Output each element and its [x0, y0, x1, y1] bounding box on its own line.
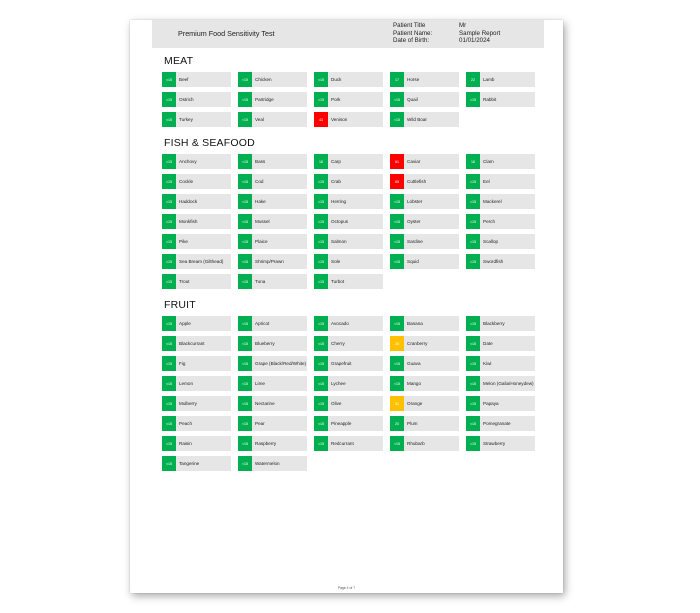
food-name: Pomegranate — [483, 421, 511, 426]
food-item — [314, 154, 383, 169]
score-badge: 20 — [390, 416, 404, 431]
food-name: Octopus — [331, 219, 349, 224]
score-badge: <15 — [238, 396, 252, 411]
food-name: Beef — [179, 77, 189, 82]
food-name: Carp — [331, 159, 341, 164]
food-name: Crab — [331, 179, 341, 184]
score-badge: <15 — [162, 396, 176, 411]
score-badge: <15 — [466, 234, 480, 249]
food-item — [466, 234, 535, 249]
score-badge: <15 — [314, 356, 328, 371]
date-of-birth-label: Date of Birth: — [393, 37, 430, 45]
food-name: Clam — [483, 159, 494, 164]
score-badge: <15 — [162, 154, 176, 169]
food-item — [162, 336, 231, 351]
score-badge: <15 — [162, 72, 176, 87]
food-item — [466, 154, 535, 169]
score-badge: <15 — [238, 274, 252, 289]
score-badge: <15 — [390, 112, 404, 127]
score-badge: <15 — [162, 214, 176, 229]
score-badge: <15 — [314, 336, 328, 351]
food-item — [390, 396, 459, 411]
food-item — [466, 316, 535, 331]
food-name: Lemon — [179, 381, 194, 386]
food-name: Orange — [407, 401, 423, 406]
food-item — [390, 316, 459, 331]
food-name: Rabbit — [483, 97, 497, 102]
food-name: Sea Bream (Gilthead) — [179, 259, 224, 264]
food-item — [314, 194, 383, 209]
food-item — [314, 376, 383, 391]
food-item — [390, 154, 459, 169]
food-item — [314, 174, 383, 189]
food-item — [466, 72, 535, 87]
score-badge: <15 — [466, 214, 480, 229]
score-badge: <15 — [390, 92, 404, 107]
food-item — [390, 436, 459, 451]
food-name: Sole — [331, 259, 341, 264]
score-badge: <15 — [314, 174, 328, 189]
food-name: Plum — [407, 421, 418, 426]
score-badge: <15 — [466, 254, 480, 269]
food-item — [466, 194, 535, 209]
patient-title-label: Patient Title — [393, 22, 426, 29]
food-item — [162, 316, 231, 331]
food-item — [162, 234, 231, 249]
food-name: Raspberry — [255, 441, 277, 446]
food-name: Turbot — [331, 279, 345, 284]
food-item — [314, 112, 383, 127]
food-name: Sardine — [407, 239, 423, 244]
food-name: Raisin — [179, 441, 192, 446]
score-badge: <15 — [238, 174, 252, 189]
food-name: Melon (Galia/Honeydew) — [483, 381, 534, 386]
food-name: Lobster — [407, 199, 423, 204]
score-badge: <15 — [390, 254, 404, 269]
section-title-fruit: FRUIT — [164, 299, 196, 311]
score-badge: <15 — [466, 194, 480, 209]
score-badge: 16 — [466, 154, 480, 169]
score-badge: <15 — [390, 356, 404, 371]
food-name: Herring — [331, 199, 347, 204]
food-name: Pork — [331, 97, 341, 102]
food-item — [238, 194, 307, 209]
food-item — [162, 274, 231, 289]
score-badge: <15 — [390, 194, 404, 209]
food-name: Wild Boar — [407, 117, 427, 122]
food-name: Horse — [407, 77, 420, 82]
food-name: Redcurrant — [331, 441, 354, 446]
score-badge: <15 — [162, 174, 176, 189]
food-item — [238, 316, 307, 331]
food-item — [238, 112, 307, 127]
food-item — [238, 72, 307, 87]
score-badge: 65 — [390, 174, 404, 189]
food-name: Grape (Black/Red/White) — [255, 361, 307, 366]
score-badge: <15 — [466, 376, 480, 391]
score-badge: <15 — [314, 234, 328, 249]
score-badge: <15 — [162, 194, 176, 209]
food-item — [238, 396, 307, 411]
food-name: Mackerel — [483, 199, 502, 204]
score-badge: <15 — [162, 336, 176, 351]
food-name: Trout — [179, 279, 190, 284]
score-badge: <15 — [238, 72, 252, 87]
food-name: Apple — [179, 321, 191, 326]
score-badge: <15 — [238, 456, 252, 471]
score-badge: <15 — [390, 316, 404, 331]
date-of-birth-value: 01/01/2024 — [459, 37, 490, 45]
food-item — [314, 316, 383, 331]
food-name: Perch — [483, 219, 496, 224]
score-badge: <15 — [162, 234, 176, 249]
food-name: Plaice — [255, 239, 268, 244]
score-badge: <15 — [466, 436, 480, 451]
food-item — [390, 72, 459, 87]
score-badge: <15 — [314, 92, 328, 107]
score-badge: <15 — [314, 72, 328, 87]
food-item — [162, 72, 231, 87]
food-name: Lime — [255, 381, 265, 386]
food-item — [314, 72, 383, 87]
food-item — [238, 174, 307, 189]
score-badge: <15 — [238, 416, 252, 431]
food-item — [466, 254, 535, 269]
food-item — [466, 356, 535, 371]
food-item — [466, 336, 535, 351]
score-badge: <15 — [314, 274, 328, 289]
score-badge: <15 — [162, 316, 176, 331]
score-badge: <15 — [162, 274, 176, 289]
score-badge: <15 — [390, 436, 404, 451]
score-badge: <15 — [390, 234, 404, 249]
food-item — [238, 154, 307, 169]
food-item — [390, 416, 459, 431]
food-item — [162, 396, 231, 411]
food-item — [162, 194, 231, 209]
score-badge: <15 — [238, 436, 252, 451]
food-name: Blackberry — [483, 321, 505, 326]
food-name: Date — [483, 341, 493, 346]
food-item — [390, 214, 459, 229]
food-name: Tangerine — [179, 461, 200, 466]
food-name: Shrimp/Prawn — [255, 259, 284, 264]
food-item — [314, 396, 383, 411]
food-name: Pear — [255, 421, 265, 426]
food-item — [466, 416, 535, 431]
food-name: Fig — [179, 361, 186, 366]
food-item — [314, 436, 383, 451]
score-badge: <15 — [238, 214, 252, 229]
score-badge: <15 — [162, 254, 176, 269]
food-name: Banana — [407, 321, 423, 326]
food-name: Oyster — [407, 219, 421, 224]
food-item — [466, 436, 535, 451]
food-name: Cranberry — [407, 341, 428, 346]
food-item — [314, 254, 383, 269]
report-title: Premium Food Sensitivity Test — [178, 29, 275, 38]
food-item — [238, 336, 307, 351]
food-name: Strawberry — [483, 441, 506, 446]
food-name: Olive — [331, 401, 342, 406]
food-name: Watermelon — [255, 461, 280, 466]
score-badge: <15 — [390, 214, 404, 229]
food-name: Kiwi — [483, 361, 492, 366]
food-name: Hake — [255, 199, 266, 204]
food-name: Blueberry — [255, 341, 275, 346]
food-item — [238, 214, 307, 229]
food-item — [162, 376, 231, 391]
food-item — [390, 92, 459, 107]
food-name: Mango — [407, 381, 422, 386]
score-badge: <15 — [390, 376, 404, 391]
food-item — [314, 92, 383, 107]
score-badge: <15 — [466, 316, 480, 331]
food-item — [238, 456, 307, 471]
score-badge: <15 — [238, 234, 252, 249]
food-name: Pike — [179, 239, 188, 244]
food-name: Partridge — [255, 97, 274, 102]
food-name: Guava — [407, 361, 421, 366]
food-item — [238, 92, 307, 107]
score-badge: <15 — [314, 316, 328, 331]
food-name: Monkfish — [179, 219, 198, 224]
score-badge: 31 — [390, 396, 404, 411]
score-badge: 43 — [314, 112, 328, 127]
score-badge: <15 — [238, 336, 252, 351]
score-badge: <15 — [314, 254, 328, 269]
score-badge: <15 — [314, 436, 328, 451]
score-badge: <15 — [238, 376, 252, 391]
patient-labels — [393, 22, 432, 45]
food-item — [390, 174, 459, 189]
score-badge: <15 — [238, 316, 252, 331]
food-item — [238, 376, 307, 391]
score-badge: <15 — [466, 174, 480, 189]
page-number: Page 4 of 7 — [337, 586, 356, 590]
food-item — [466, 92, 535, 107]
food-name: Haddock — [179, 199, 198, 204]
food-name: Cherry — [331, 341, 345, 346]
section-grid-meat — [162, 72, 535, 127]
report-header — [152, 20, 544, 48]
food-item — [238, 254, 307, 269]
score-badge: <15 — [314, 214, 328, 229]
food-name: Chicken — [255, 77, 272, 82]
food-item — [390, 254, 459, 269]
food-name: Pineapple — [331, 421, 352, 426]
score-badge: <15 — [162, 416, 176, 431]
food-name: Scallop — [483, 239, 499, 244]
food-item — [238, 356, 307, 371]
score-badge: <15 — [238, 254, 252, 269]
food-name: Mulberry — [179, 401, 197, 406]
food-item — [466, 174, 535, 189]
food-item — [390, 234, 459, 249]
food-name: Squid — [407, 259, 419, 264]
score-badge: <15 — [314, 376, 328, 391]
score-badge: <15 — [466, 416, 480, 431]
food-item — [314, 356, 383, 371]
food-item — [162, 154, 231, 169]
report-page — [130, 20, 563, 593]
food-name: Cuttlefish — [407, 179, 427, 184]
food-item — [390, 112, 459, 127]
food-name: Grapefruit — [331, 361, 352, 366]
food-item — [238, 436, 307, 451]
food-name: Avocado — [331, 321, 349, 326]
food-item — [390, 336, 459, 351]
food-name: Turkey — [179, 117, 193, 122]
food-name: Cockle — [179, 179, 194, 184]
score-badge: 28 — [390, 336, 404, 351]
food-item — [466, 214, 535, 229]
food-name: Duck — [331, 77, 342, 82]
food-item — [162, 174, 231, 189]
score-badge: <15 — [238, 356, 252, 371]
section-grid-fish-seafood — [162, 154, 535, 289]
food-name: Tuna — [255, 279, 266, 284]
score-badge: 17 — [390, 72, 404, 87]
score-badge: <15 — [466, 396, 480, 411]
patient-name-label: Patient Name: — [393, 29, 433, 37]
score-badge: <15 — [162, 92, 176, 107]
score-badge: <15 — [162, 356, 176, 371]
score-badge: <15 — [238, 154, 252, 169]
section-title-fish-seafood: FISH & SEAFOOD — [164, 137, 255, 149]
food-item — [314, 234, 383, 249]
food-item — [162, 112, 231, 127]
food-name: Eel — [483, 179, 490, 184]
food-name: Peach — [179, 421, 193, 426]
food-item — [238, 416, 307, 431]
food-item — [314, 336, 383, 351]
score-badge: 61 — [390, 154, 404, 169]
section-grid-fruit — [162, 316, 535, 471]
food-name: Anchovy — [179, 159, 197, 164]
food-name: Lamb — [483, 77, 495, 82]
food-name: Mussel — [255, 219, 270, 224]
food-item — [162, 456, 231, 471]
score-badge: <15 — [162, 376, 176, 391]
score-badge: <15 — [466, 92, 480, 107]
score-badge: <15 — [162, 456, 176, 471]
food-name: Nectarine — [255, 401, 275, 406]
food-name: Venison — [331, 117, 348, 122]
food-name: Quail — [407, 97, 418, 102]
food-item — [162, 254, 231, 269]
patient-name-value: Sample Report — [459, 29, 501, 37]
food-item — [390, 356, 459, 371]
score-badge: <15 — [314, 396, 328, 411]
food-item — [238, 234, 307, 249]
food-item — [162, 92, 231, 107]
score-badge: 16 — [314, 154, 328, 169]
score-badge: <15 — [238, 92, 252, 107]
food-name: Caviar — [407, 159, 421, 164]
food-name: Salmon — [331, 239, 347, 244]
score-badge: <15 — [238, 194, 252, 209]
food-name: Cod — [255, 179, 264, 184]
score-badge: <15 — [314, 194, 328, 209]
score-badge: <15 — [466, 356, 480, 371]
food-item — [162, 436, 231, 451]
food-item — [314, 416, 383, 431]
food-name: Veal — [255, 117, 264, 122]
score-badge: 22 — [466, 72, 480, 87]
food-item — [162, 356, 231, 371]
score-badge: <15 — [314, 416, 328, 431]
patient-title-value: Mr — [459, 22, 467, 29]
food-name: Lychee — [331, 381, 346, 386]
food-item — [238, 274, 307, 289]
score-badge: <15 — [162, 112, 176, 127]
food-item — [390, 376, 459, 391]
food-name: Apricot — [255, 321, 270, 326]
food-item — [162, 214, 231, 229]
food-name: Blackcurrant — [179, 341, 205, 346]
food-item — [314, 214, 383, 229]
food-item — [162, 416, 231, 431]
score-badge: <15 — [466, 336, 480, 351]
food-name: Swordfish — [483, 259, 504, 264]
food-name: Rhubarb — [407, 441, 425, 446]
food-name: Papaya — [483, 401, 499, 406]
section-title-meat: MEAT — [164, 55, 194, 67]
food-item — [466, 396, 535, 411]
score-badge: <15 — [238, 112, 252, 127]
score-badge: <15 — [162, 436, 176, 451]
food-item — [390, 194, 459, 209]
patient-values — [459, 22, 500, 45]
food-item — [314, 274, 383, 289]
food-name: Ostrich — [179, 97, 194, 102]
food-name: Bass — [255, 159, 266, 164]
food-item — [466, 376, 535, 391]
